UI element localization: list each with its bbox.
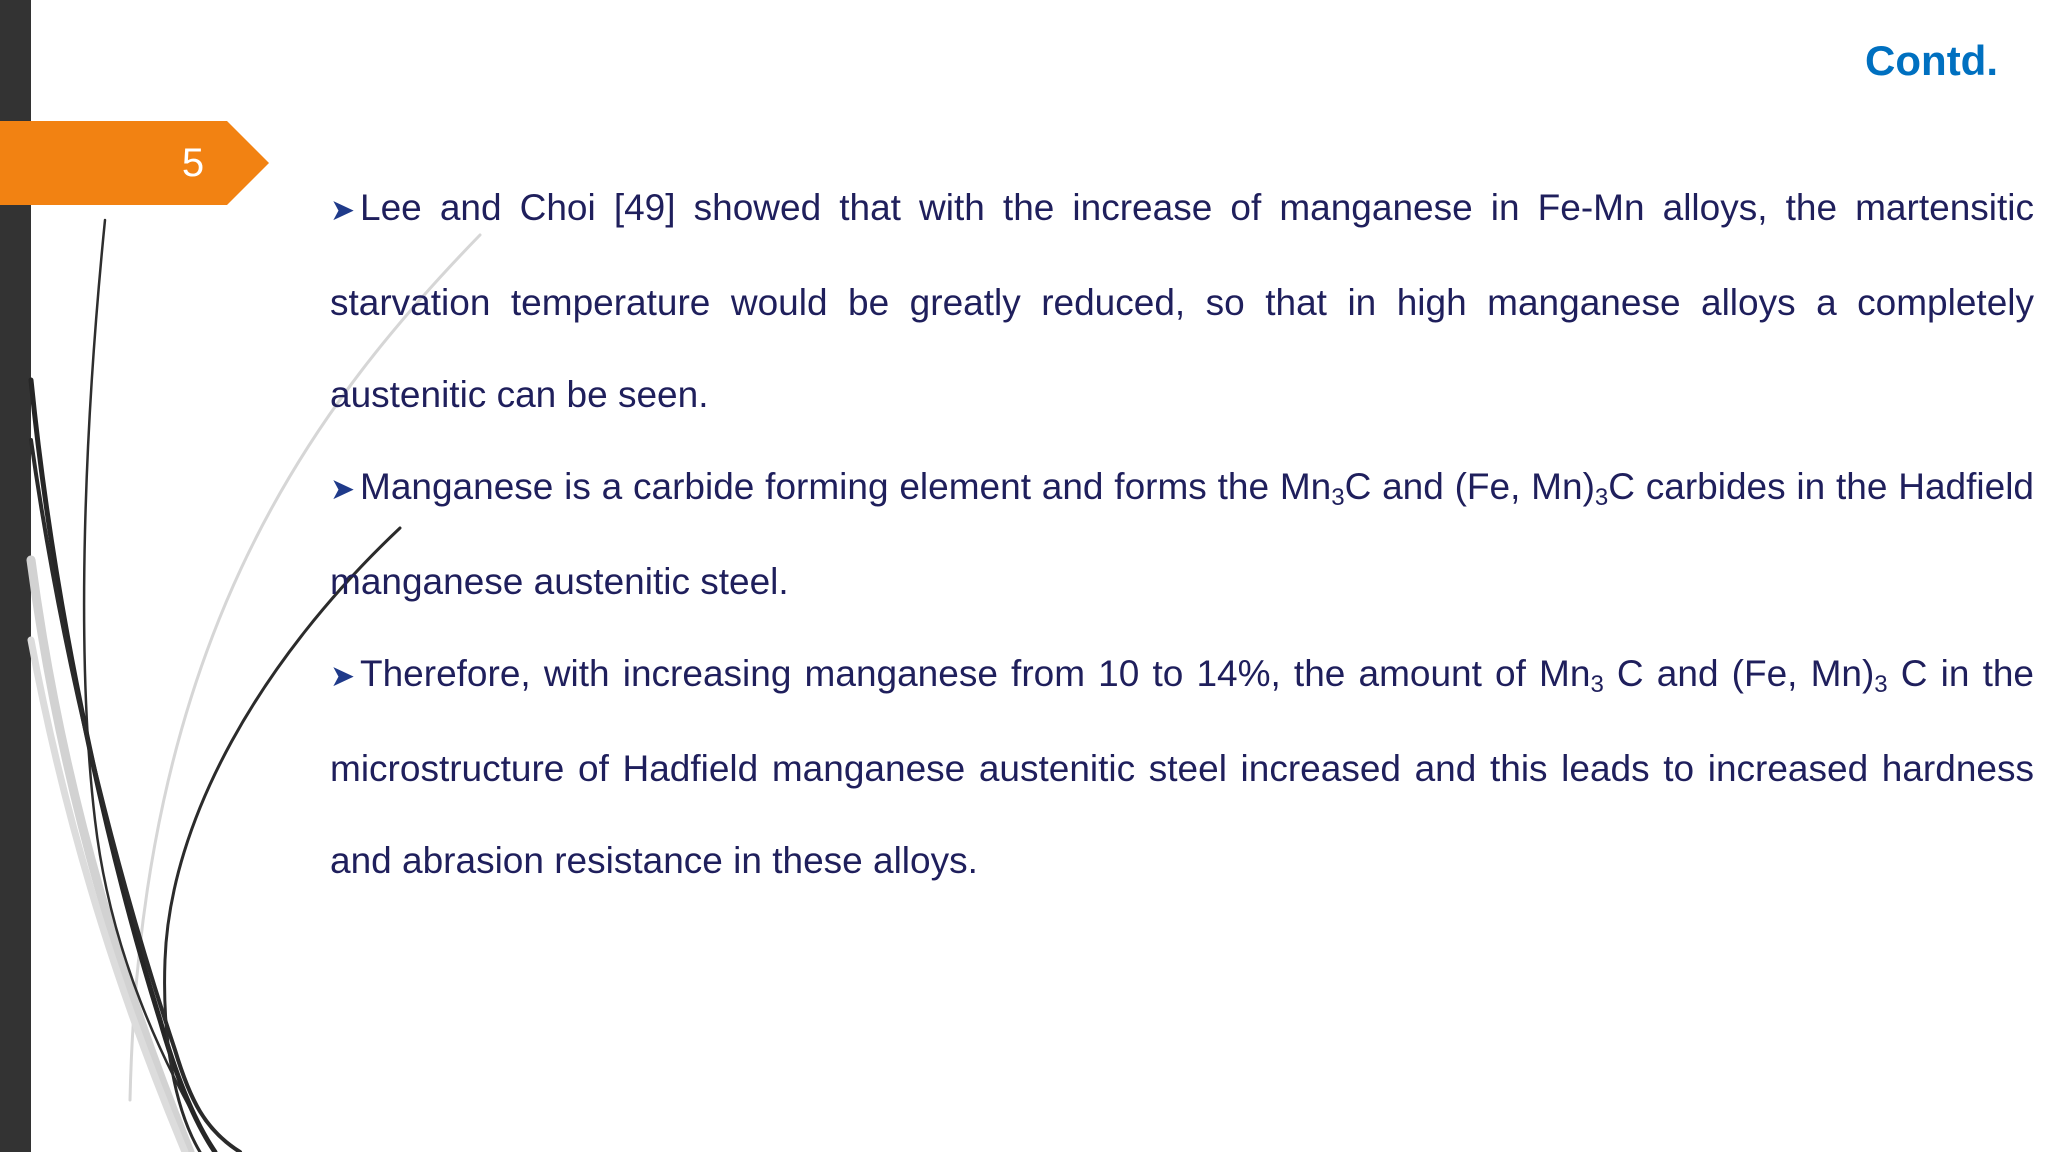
subscript: 3	[1590, 671, 1604, 698]
subscript: 3	[1331, 484, 1345, 511]
bullet-text-part: C in the microstructure of Hadfield manganese austenitic steel increased and this leads to increased hardness and abrasion resistance in these alloys.	[330, 653, 2035, 881]
bullet-text-part: C and (Fe, Mn)	[1603, 653, 1875, 694]
bullet-text-part: C carbides in the Hadfield manganese austenitic steel.	[330, 466, 2034, 602]
bullet-text-part: C and (Fe, Mn)	[1344, 466, 1595, 507]
arrow-bullet-icon: ➤	[330, 194, 356, 227]
bullet-text-part: Manganese is a carbide forming element and forms the Mn	[360, 466, 1332, 507]
bullet-item	[330, 162, 2034, 441]
bullet-item	[330, 628, 2034, 907]
bullet-item	[330, 441, 2034, 628]
page-number-tab	[0, 121, 269, 205]
bullet-text-part: Therefore, with increasing manganese from 10 to 14%, the amount of Mn	[360, 653, 1591, 694]
subscript: 3	[1874, 671, 1888, 698]
bullet-text: Lee and Choi [49] showed that with the increase of manganese in Fe-Mn alloys, the martensitic starvation temperature would be greatly reduced, so that in high manganese alloys a completely austenitic can be seen.	[330, 187, 2034, 415]
subscript: 3	[1594, 484, 1609, 511]
slide-title: Contd.	[1865, 37, 1998, 84]
bullet-list	[330, 162, 2034, 907]
arrow-bullet-icon: ➤	[330, 660, 356, 693]
page-number: 5	[181, 141, 205, 185]
arrow-bullet-icon: ➤	[330, 473, 356, 506]
